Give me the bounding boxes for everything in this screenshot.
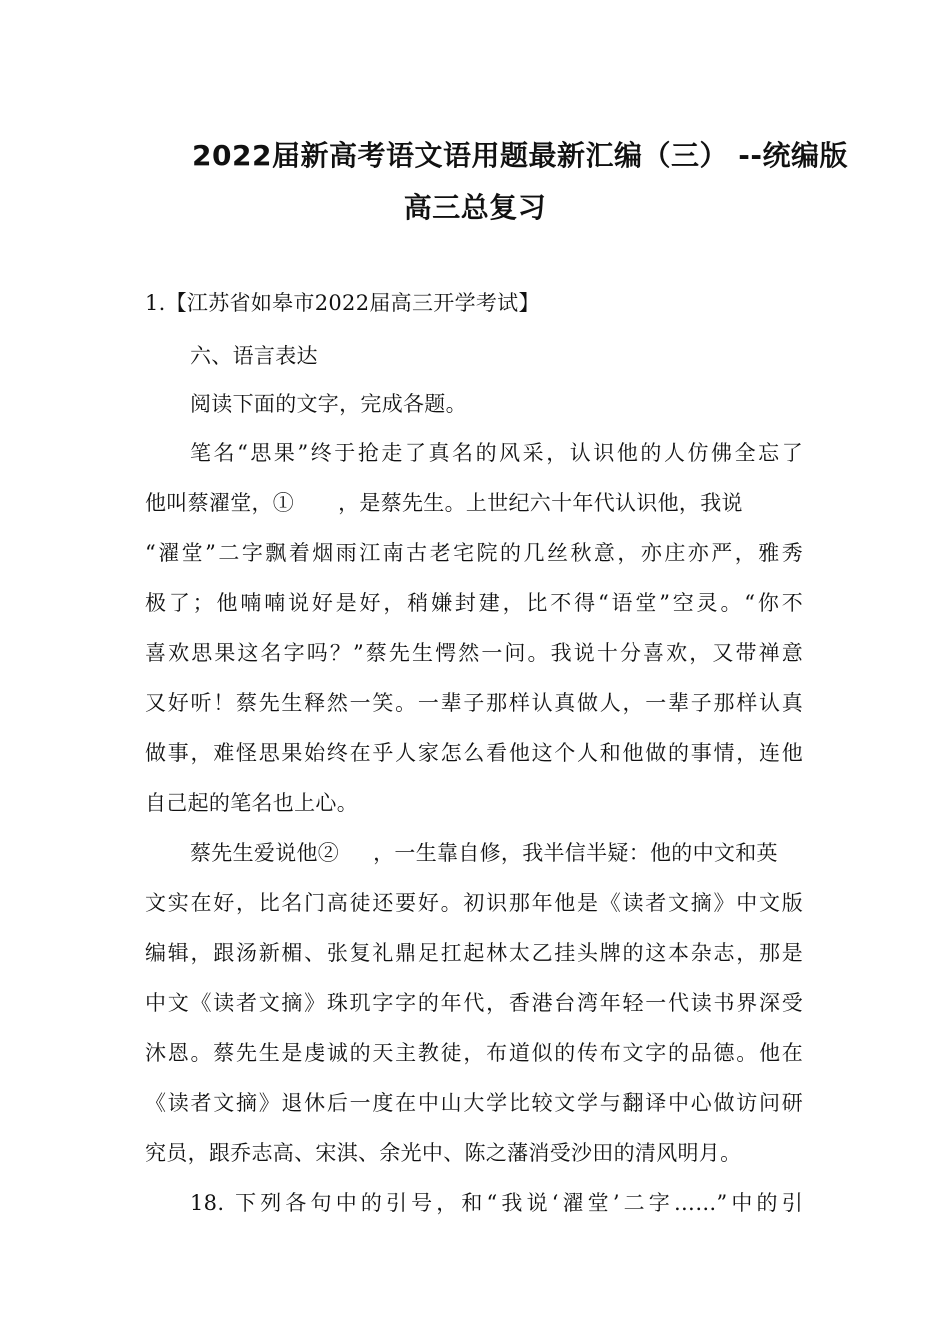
- paragraph1-line1: 笔名“思果”终于抢走了真名的风采，认识他的人仿佛全忘了: [190, 441, 803, 465]
- paragraph2-line4: 中文《读者文摘》珠玑字字的年代，香港台湾年轻一代读书界深受: [145, 991, 803, 1015]
- instruction-text: 阅读下面的文字，完成各题。: [190, 392, 467, 416]
- paragraph1-line8: 自己起的笔名也上心。: [145, 791, 358, 815]
- paragraph2-line3: 编辑，跟汤新楣、张复礼鼎足扛起林太乙挂头牌的这本杂志，那是: [145, 941, 803, 965]
- paragraph1-line2-part1: 他叫蔡濯堂，①: [145, 491, 295, 515]
- paragraph2-line1-part1: 蔡先生爱说他②: [190, 841, 340, 865]
- paragraph2-line2: 文实在好，比名门高徒还要好。初识那年他是《读者文摘》中文版: [145, 891, 803, 915]
- paragraph1-line2: [145, 487, 803, 517]
- paragraph1-line6: 又好听！蔡先生释然一笑。一辈子那样认真做人，一辈子那样认真: [145, 691, 803, 715]
- paragraph1-line2-part2: ，是蔡先生。上世纪六十年代认识他，我说: [338, 491, 743, 515]
- paragraph2-line1-part2: ，一生靠自修，我半信半疑：他的中文和英: [373, 841, 778, 865]
- paragraph1-line5: 喜欢思果这名字吗？”蔡先生愕然一问。我说十分喜欢，又带禅意: [145, 641, 803, 665]
- paragraph1-line3: “濯堂”二字飘着烟雨江南古老宅院的几丝秋意，亦庄亦严，雅秀: [145, 541, 803, 565]
- paragraph1-line4: 极了；他喃喃说好是好，稍嫌封建，比不得“语堂”空灵。“你不: [145, 591, 803, 615]
- question-18-line1: 18. 下列各句中的引号，和“我说‘濯堂’二字……”中的引: [190, 1191, 803, 1215]
- paragraph2-line6: 《读者文摘》退休后一度在中山大学比较文学与翻译中心做访问研: [145, 1091, 803, 1115]
- paragraph2-line7: 究员，跟乔志高、宋淇、余光中、陈之藩消受沙田的清风明月。: [145, 1141, 742, 1165]
- section-heading: 六、语言表达: [190, 344, 318, 368]
- paragraph2-line5: 沐恩。蔡先生是虔诚的天主教徒，布道似的传布文字的品德。他在: [145, 1041, 803, 1065]
- paragraph1-line7: 做事，难怪思果始终在乎人家怎么看他这个人和他做的事情，连他: [145, 741, 803, 765]
- paragraph2-line1: [190, 837, 848, 867]
- question-source: 1.【江苏省如皋市2022届高三开学考试】: [145, 291, 540, 315]
- doc-title-line2: 高三总复习: [403, 191, 547, 224]
- doc-title-line1: 2022届新高考语文语用题最新汇编（三） --统编版: [192, 139, 848, 172]
